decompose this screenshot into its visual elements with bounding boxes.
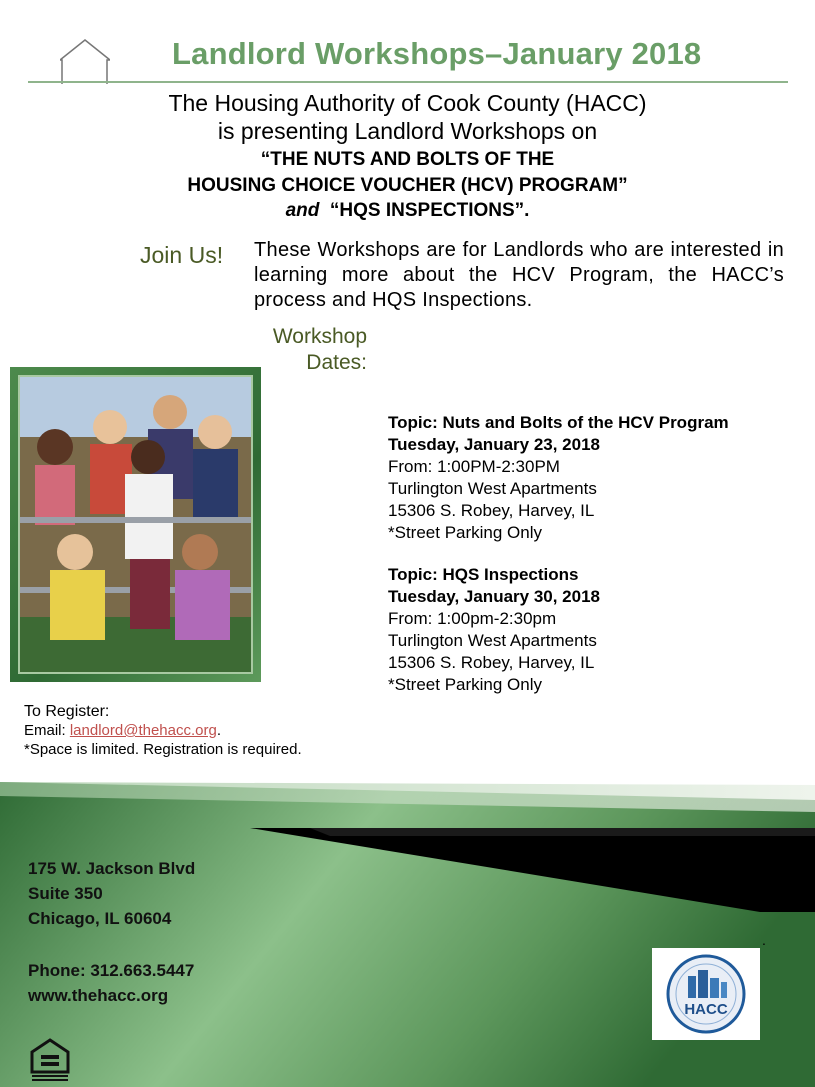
footer-address xyxy=(28,856,195,931)
join-us-label: Join Us! xyxy=(140,242,224,268)
header-divider xyxy=(28,81,788,83)
register-email-prefix: Email: xyxy=(24,722,70,739)
event-parking: *Street Parking Only xyxy=(388,523,543,542)
hacc-logo-graphic xyxy=(652,948,760,1040)
address-line-3: Chicago, IL 60604 xyxy=(28,909,172,928)
hacc-logo-text: HACC xyxy=(684,1001,728,1018)
register-note: *Space is limited. Registration is required. xyxy=(24,741,302,758)
intro-hqs: “HQS INSPECTIONS”. xyxy=(329,200,530,221)
registration-info xyxy=(24,702,302,759)
hacc-logo-icon xyxy=(652,948,760,1040)
event-venue: Turlington West Apartments xyxy=(388,631,597,650)
photo-frame xyxy=(10,367,261,682)
children-photo xyxy=(18,375,253,674)
register-email-line xyxy=(24,721,302,740)
equal-housing-opportunity-icon xyxy=(30,1038,70,1082)
address-line-2: Suite 350 xyxy=(28,884,103,903)
footer-contact xyxy=(28,958,194,1008)
workshop-dates-label xyxy=(262,324,367,376)
event-time: From: 1:00PM-2:30PM xyxy=(388,457,560,476)
footer-website[interactable]: www.thehacc.org xyxy=(28,986,169,1005)
event-address: 15306 S. Robey, Harvey, IL xyxy=(388,501,595,520)
intro-and: and xyxy=(285,200,320,221)
footer-dot: . xyxy=(762,932,766,948)
intro-line-1: The Housing Authority of Cook County (HACC) xyxy=(168,90,647,116)
workshop-event-1 xyxy=(388,412,729,544)
workshop-dates-line-2: Dates: xyxy=(306,351,367,374)
event-topic: Topic: HQS Inspections xyxy=(388,565,579,584)
event-venue: Turlington West Apartments xyxy=(388,479,597,498)
intro-line-4: HOUSING CHOICE VOUCHER (HCV) PROGRAM” xyxy=(187,175,628,196)
page-title: Landlord Workshops–January 2018 xyxy=(172,36,702,71)
event-time: From: 1:00pm-2:30pm xyxy=(388,609,557,628)
event-date: Tuesday, January 30, 2018 xyxy=(388,587,600,606)
intro-line-3: “THE NUTS AND BOLTS OF THE xyxy=(260,149,555,170)
workshop-dates-line-1: Workshop xyxy=(272,325,367,348)
footer-phone: Phone: 312.663.5447 xyxy=(28,961,195,980)
house-outline-icon xyxy=(60,38,110,86)
register-email-suffix: . xyxy=(216,722,221,739)
workshop-event-2 xyxy=(388,564,600,696)
register-heading: To Register: xyxy=(24,703,110,720)
event-topic: Topic: Nuts and Bolts of the HCV Program xyxy=(388,413,729,432)
intro-line-2: is presenting Landlord Workshops on xyxy=(217,118,598,144)
event-address: 15306 S. Robey, Harvey, IL xyxy=(388,653,595,672)
join-us-text: These Workshops are for Landlords who are interested in learning more about the HCV Program, the HACC’s process and HQS Inspections. xyxy=(254,239,784,311)
address-line-1: 175 W. Jackson Blvd xyxy=(28,859,196,878)
event-parking: *Street Parking Only xyxy=(388,675,543,694)
event-date: Tuesday, January 23, 2018 xyxy=(388,435,600,454)
children-photo-illustration xyxy=(20,377,251,672)
register-email-link[interactable]: landlord@thehacc.org xyxy=(69,722,217,739)
intro-line-5 xyxy=(0,200,815,222)
